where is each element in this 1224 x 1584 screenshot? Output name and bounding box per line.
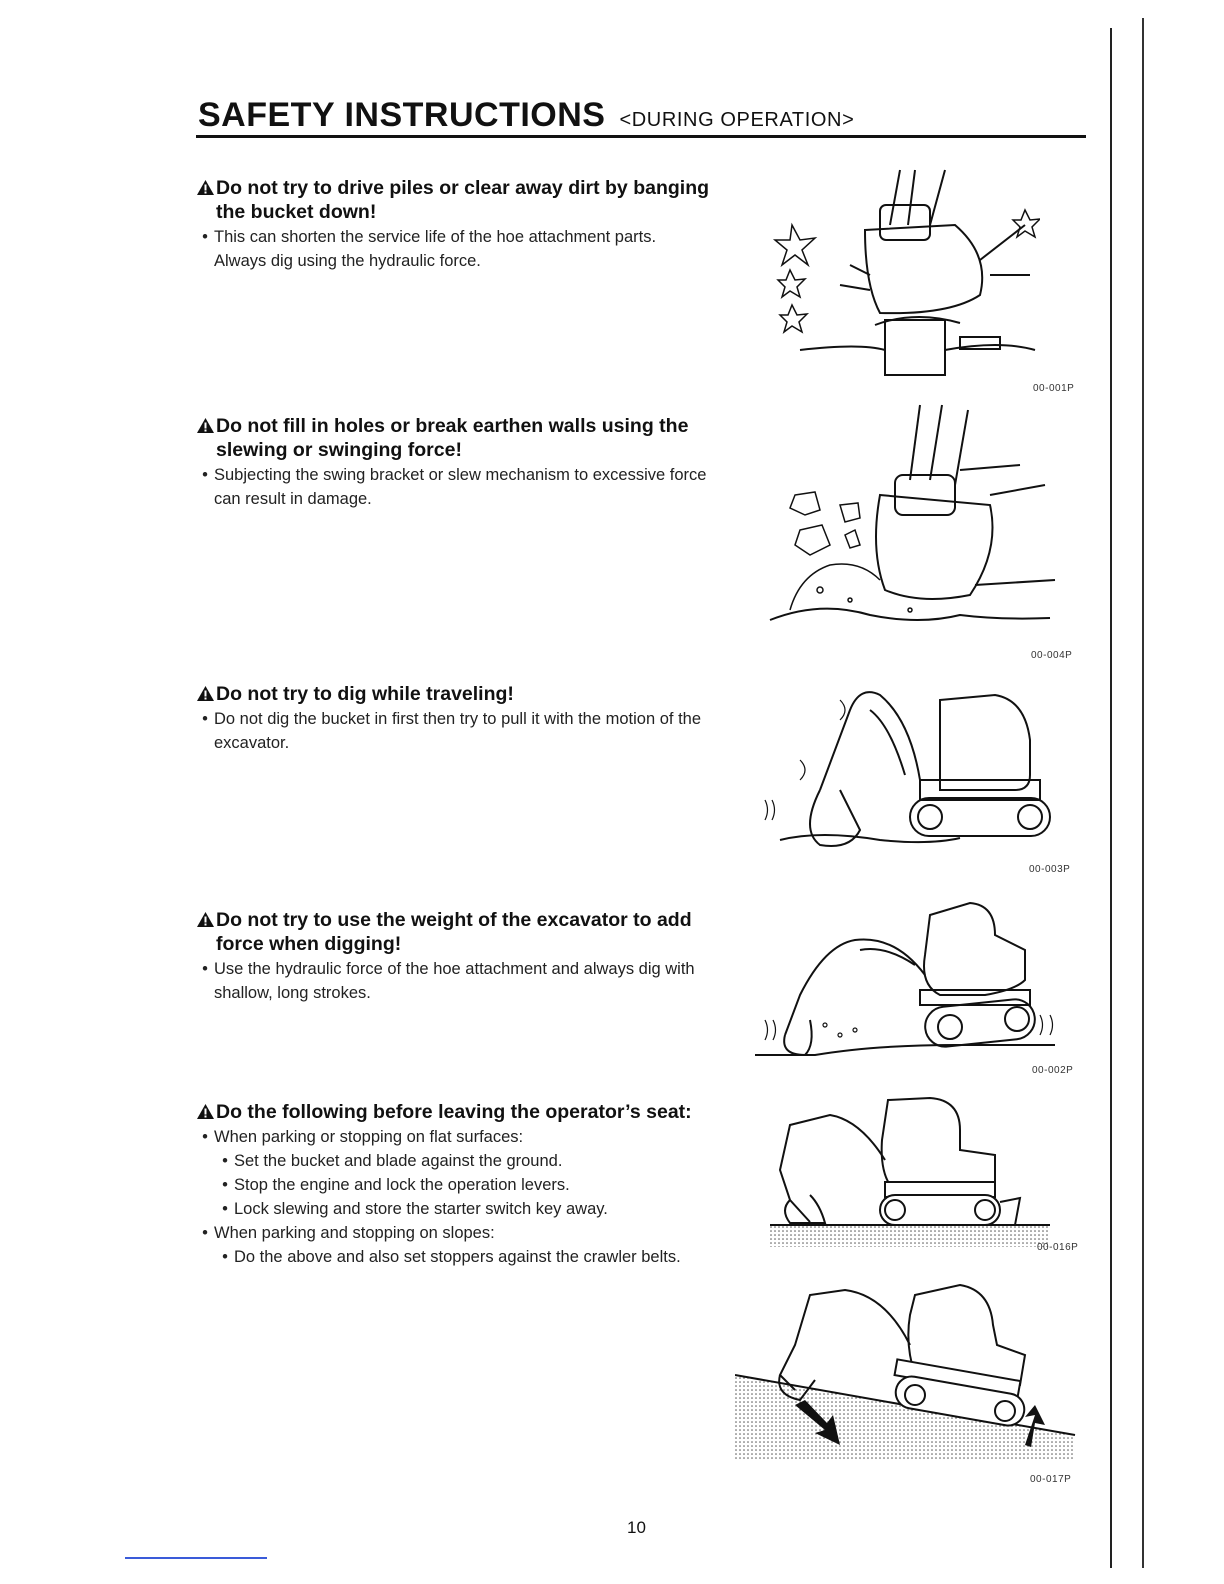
safety-item-sub-bullet: Set the bucket and blade against the ground. — [234, 1152, 563, 1170]
safety-item-4: Do not try to use the weight of the excavator to add force when digging! • Use the hydraulic force of the hoe attachment and always dig with shallow, long strokes. — [196, 908, 711, 1005]
figure-code: 00-002P — [1032, 1065, 1074, 1076]
page-number: 10 — [627, 1518, 646, 1537]
warning-icon — [196, 1100, 216, 1124]
right-margin-rule — [1110, 28, 1112, 1568]
warning-icon — [196, 176, 216, 224]
page-subtitle: <DURING OPERATION> — [619, 109, 855, 131]
excavator-parked-slope-illustration — [735, 1265, 1085, 1465]
safety-item-bullet: This can shorten the service life of the hoe attachment parts. Always dig using the hydraulic force. — [214, 228, 657, 270]
safety-item-heading: Do not try to use the weight of the excavator to add force when digging! — [216, 909, 692, 955]
safety-item-2: Do not fill in holes or break earthen walls using the slewing or swinging force! • Subjecting the swing bracket or slew mechanism to excessive force can result in damage. — [196, 414, 711, 511]
page-title: SAFETY INSTRUCTIONS — [198, 96, 606, 134]
figure-code: 00-016P — [1037, 1242, 1079, 1253]
bucket-banging-pile-illustration — [770, 165, 1040, 395]
page-header — [198, 96, 854, 135]
safety-item-1: Do not try to drive piles or clear away dirt by banging the bucket down! • This can shorten the service life of the hoe attachment parts. Always dig using the hydraulic force. — [196, 176, 711, 273]
safety-item-bullet: Use the hydraulic force of the hoe attachment and always dig with shallow, long strokes. — [214, 960, 695, 1002]
safety-item-bullet: When parking and stopping on slopes: — [214, 1224, 495, 1242]
safety-item-bullet: Do not dig the bucket in first then try to pull it with the motion of the excavator. — [214, 710, 702, 752]
excavator-parked-flat-illustration — [770, 1090, 1060, 1250]
excavator-weight-digging-illustration — [755, 895, 1060, 1065]
safety-item-sub-bullet: Stop the engine and lock the operation levers. — [234, 1176, 570, 1194]
bucket-swinging-into-wall-illustration — [760, 400, 1060, 645]
safety-item-heading: Do the following before leaving the operator’s seat: — [216, 1101, 692, 1123]
safety-item-sub-bullet: Lock slewing and store the starter switch key away. — [234, 1200, 608, 1218]
bottom-link-underline — [125, 1557, 267, 1559]
warning-icon — [196, 414, 216, 462]
safety-item-sub-bullet: Do the above and also set stoppers against the crawler belts. — [234, 1248, 681, 1266]
safety-item-heading: Do not try to dig while traveling! — [216, 683, 514, 705]
warning-icon — [196, 682, 216, 706]
safety-item-5: Do the following before leaving the operator’s seat: • When parking or stopping on flat surfaces: • Set the bucket and blade against the ground. • Stop the engine and lock the operation levers. • Lock slewing and store the starter switch key away. • When parking and stopping on slopes: • Do the above and also set stoppers against the crawler belts. — [196, 1100, 711, 1269]
figure-code: 00-001P — [1033, 383, 1075, 394]
figure-code: 00-004P — [1031, 650, 1073, 661]
figure-code: 00-003P — [1029, 864, 1071, 875]
warning-icon — [196, 908, 216, 956]
header-rule — [196, 135, 1086, 138]
figure-code: 00-017P — [1030, 1474, 1072, 1485]
safety-item-heading: Do not fill in holes or break earthen walls using the slewing or swinging force! — [216, 415, 689, 461]
excavator-digging-while-traveling-illustration — [760, 680, 1060, 865]
safety-item-bullet: When parking or stopping on flat surfaces: — [214, 1128, 524, 1146]
safety-item-heading: Do not try to drive piles or clear away dirt by banging the bucket down! — [216, 177, 710, 223]
right-margin-rule-outer — [1142, 18, 1144, 1568]
safety-item-bullet: Subjecting the swing bracket or slew mechanism to excessive force can result in damage. — [214, 466, 707, 508]
safety-item-3: Do not try to dig while traveling! • Do not dig the bucket in first then try to pull it with the motion of the excavator. — [196, 682, 711, 755]
